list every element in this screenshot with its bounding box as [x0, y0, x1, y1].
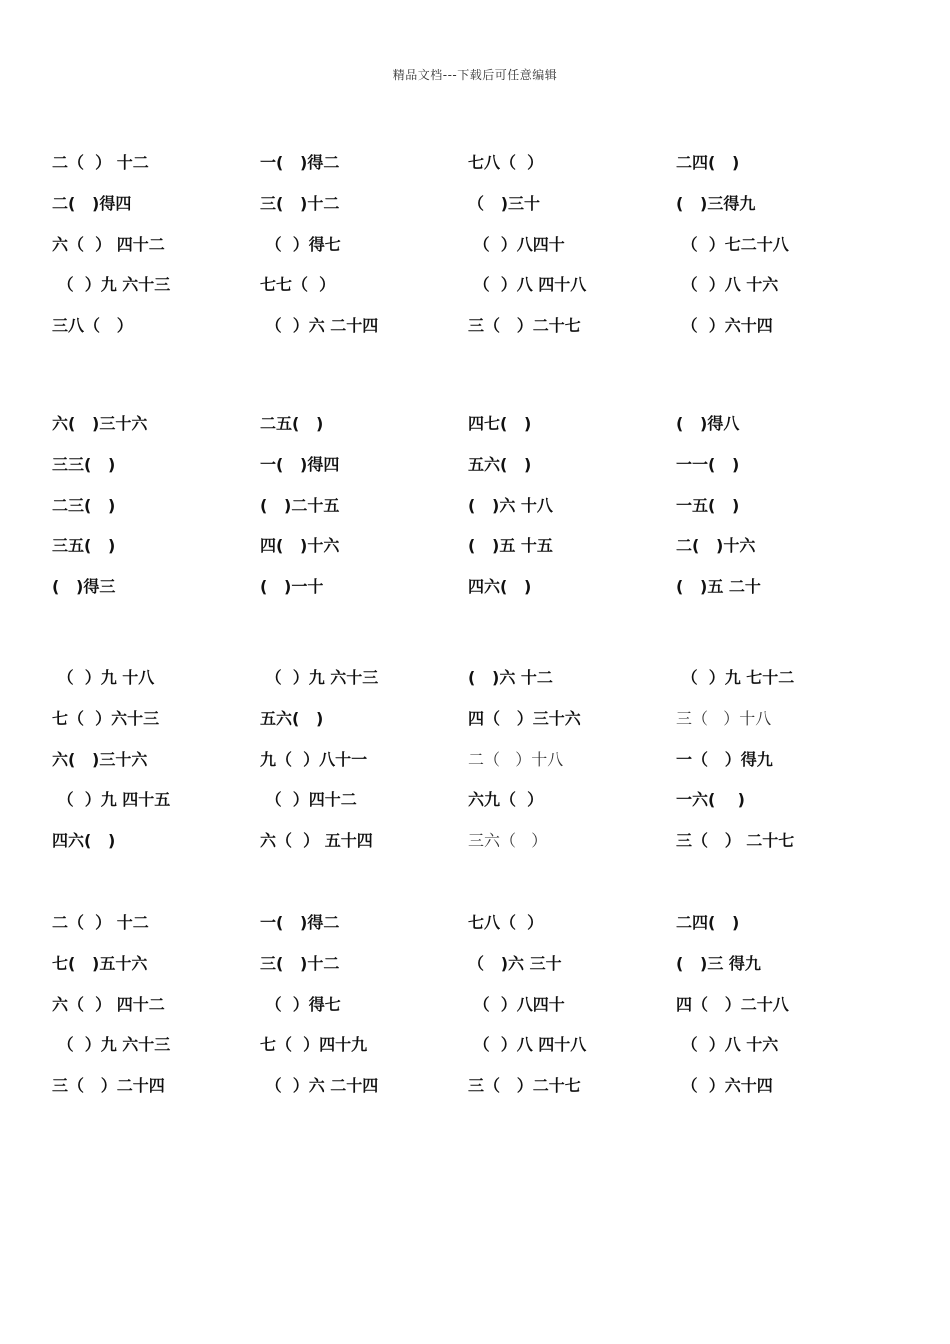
- exercise-item: （ ）八 十六: [676, 275, 779, 295]
- exercise-item: 七八（ ）: [468, 153, 544, 172]
- exercise-row: [52, 576, 932, 617]
- exercise-item: 一( )得二: [260, 913, 340, 932]
- exercise-item: （ ）九 六十三: [52, 275, 171, 295]
- exercise-item: ( )三 得九: [676, 953, 761, 973]
- exercise-item: （ ）六十四: [676, 1076, 773, 1096]
- exercise-item: （ )六 三十: [468, 953, 562, 973]
- exercise-item: 一六( ): [676, 790, 745, 810]
- exercise-item: （ ）得七: [260, 234, 341, 254]
- exercise-block-3: [52, 667, 932, 871]
- exercise-item: 六（ ） 五十四: [260, 831, 373, 851]
- exercise-item: （ ）八四十: [468, 994, 565, 1014]
- exercise-row: [52, 413, 932, 454]
- exercise-item: 二四( ): [676, 153, 740, 172]
- exercise-item: ( )得八: [676, 414, 740, 433]
- exercise-row: [52, 535, 932, 576]
- exercise-item: 四（ ）二十八: [676, 994, 789, 1014]
- exercise-item: 一五( ): [676, 495, 740, 515]
- exercise-row: [52, 953, 932, 994]
- exercise-item: 四七( ): [468, 414, 532, 433]
- exercise-item: 九（ ）八十一: [260, 749, 368, 769]
- exercise-item: 三（ ） 二十七: [676, 831, 795, 851]
- exercise-row: [52, 152, 932, 193]
- exercise-item: ( )六 十二: [468, 668, 553, 687]
- exercise-block-1: [52, 152, 932, 356]
- exercise-item: 一( )得四: [260, 454, 340, 474]
- exercise-item: 三六（ ）: [468, 831, 548, 851]
- exercise-item: 二( )得四: [52, 193, 132, 213]
- exercise-item: 二( )十六: [676, 536, 756, 556]
- exercise-item: 四( )十六: [260, 536, 340, 556]
- exercise-row: [52, 454, 932, 495]
- exercise-row: [52, 234, 932, 275]
- exercise-item: （ ）得七: [260, 994, 341, 1014]
- exercise-row: [52, 749, 932, 790]
- exercise-block-4: [52, 912, 932, 1116]
- exercise-item: 二五( ): [260, 414, 324, 433]
- exercise-item: ( )五 二十: [676, 577, 761, 597]
- page-header: 精品文档---下载后可任意编辑: [392, 68, 558, 82]
- exercise-item: （ ）九 四十五: [52, 790, 171, 810]
- exercise-row: [52, 1034, 932, 1075]
- exercise-row: [52, 912, 932, 953]
- exercise-item: ( )二十五: [260, 495, 340, 515]
- exercise-item: 三八（ ）: [52, 316, 133, 336]
- exercise-item: 五六( ): [468, 454, 532, 474]
- exercise-item: （ ）九 六十三: [260, 668, 379, 687]
- exercise-item: （ ）四十二: [260, 790, 357, 810]
- exercise-item: （ ）八四十: [468, 234, 565, 254]
- exercise-item: ( )五 十五: [468, 536, 553, 556]
- exercise-item: ( )六 十八: [468, 495, 553, 515]
- exercise-item: 二（ ） 十二: [52, 913, 149, 932]
- exercise-block-2: [52, 413, 932, 617]
- exercise-item: （ ）九 七十二: [676, 668, 795, 687]
- exercise-item: 七( )五十六: [52, 953, 148, 973]
- exercise-item: 六（ ） 四十二: [52, 234, 165, 254]
- exercise-row: [52, 495, 932, 536]
- exercise-item: 七（ ）六十三: [52, 708, 160, 728]
- exercise-item: ( )三得九: [676, 193, 756, 213]
- exercise-item: 三( )十二: [260, 953, 340, 973]
- exercise-item: （ ）七二十八: [676, 234, 789, 254]
- exercise-item: 七（ ）四十九: [260, 1035, 368, 1055]
- exercise-item: 二四( ): [676, 913, 740, 932]
- exercise-item: 四六( ): [52, 831, 116, 851]
- exercise-item: 六( )三十六: [52, 749, 148, 769]
- exercise-item: 六九（ ）: [468, 790, 544, 810]
- exercise-item: 四六( ): [468, 577, 532, 597]
- exercise-item: 二三( ): [52, 495, 116, 515]
- exercise-item: （ ）八 四十八: [468, 275, 587, 295]
- exercise-item: 三（ ）二十七: [468, 1076, 581, 1096]
- exercise-row: [52, 994, 932, 1035]
- exercise-item: 三（ ）二十四: [52, 1076, 165, 1096]
- exercise-item: 七八（ ）: [468, 913, 544, 932]
- exercise-row: [52, 830, 932, 871]
- exercise-row: [52, 708, 932, 749]
- exercise-item: （ ）六十四: [676, 316, 773, 336]
- exercise-row: [52, 193, 932, 234]
- exercise-item: （ )三十: [468, 193, 541, 213]
- exercise-item: 一一( ): [676, 454, 740, 474]
- exercise-item: （ ）六 二十四: [260, 1076, 379, 1096]
- exercise-item: （ ）八 四十八: [468, 1035, 587, 1055]
- exercise-item: 二（ ） 十二: [52, 153, 149, 172]
- exercise-item: （ ）六 二十四: [260, 316, 379, 336]
- exercise-item: 三（ ）十八: [676, 708, 772, 728]
- exercise-item: ( )得三: [52, 577, 116, 597]
- exercise-item: 七七（ ）: [260, 275, 336, 295]
- exercise-item: 三三( ): [52, 454, 116, 474]
- exercise-item: 六( )三十六: [52, 414, 148, 433]
- exercise-row: [52, 274, 932, 315]
- exercise-item: ( )一十: [260, 577, 324, 597]
- exercise-item: 三( )十二: [260, 193, 340, 213]
- exercise-item: 四（ ）三十六: [468, 708, 581, 728]
- exercise-item: 一( )得二: [260, 153, 340, 172]
- exercise-item: 三五( ): [52, 536, 116, 556]
- exercise-item: （ ）九 十八: [52, 668, 155, 687]
- exercise-row: [52, 315, 932, 356]
- exercise-row: [52, 1075, 932, 1116]
- exercise-item: 六（ ） 四十二: [52, 994, 165, 1014]
- exercise-item: 一（ ）得九: [676, 749, 773, 769]
- exercise-row: [52, 789, 932, 830]
- exercise-item: （ ）九 六十三: [52, 1035, 171, 1055]
- exercise-item: 五六( ): [260, 708, 324, 728]
- exercise-row: [52, 667, 932, 708]
- exercise-item: 三（ ）二十七: [468, 316, 581, 336]
- exercise-item: （ ）八 十六: [676, 1035, 779, 1055]
- exercise-item: 二（ ）十八: [468, 749, 564, 769]
